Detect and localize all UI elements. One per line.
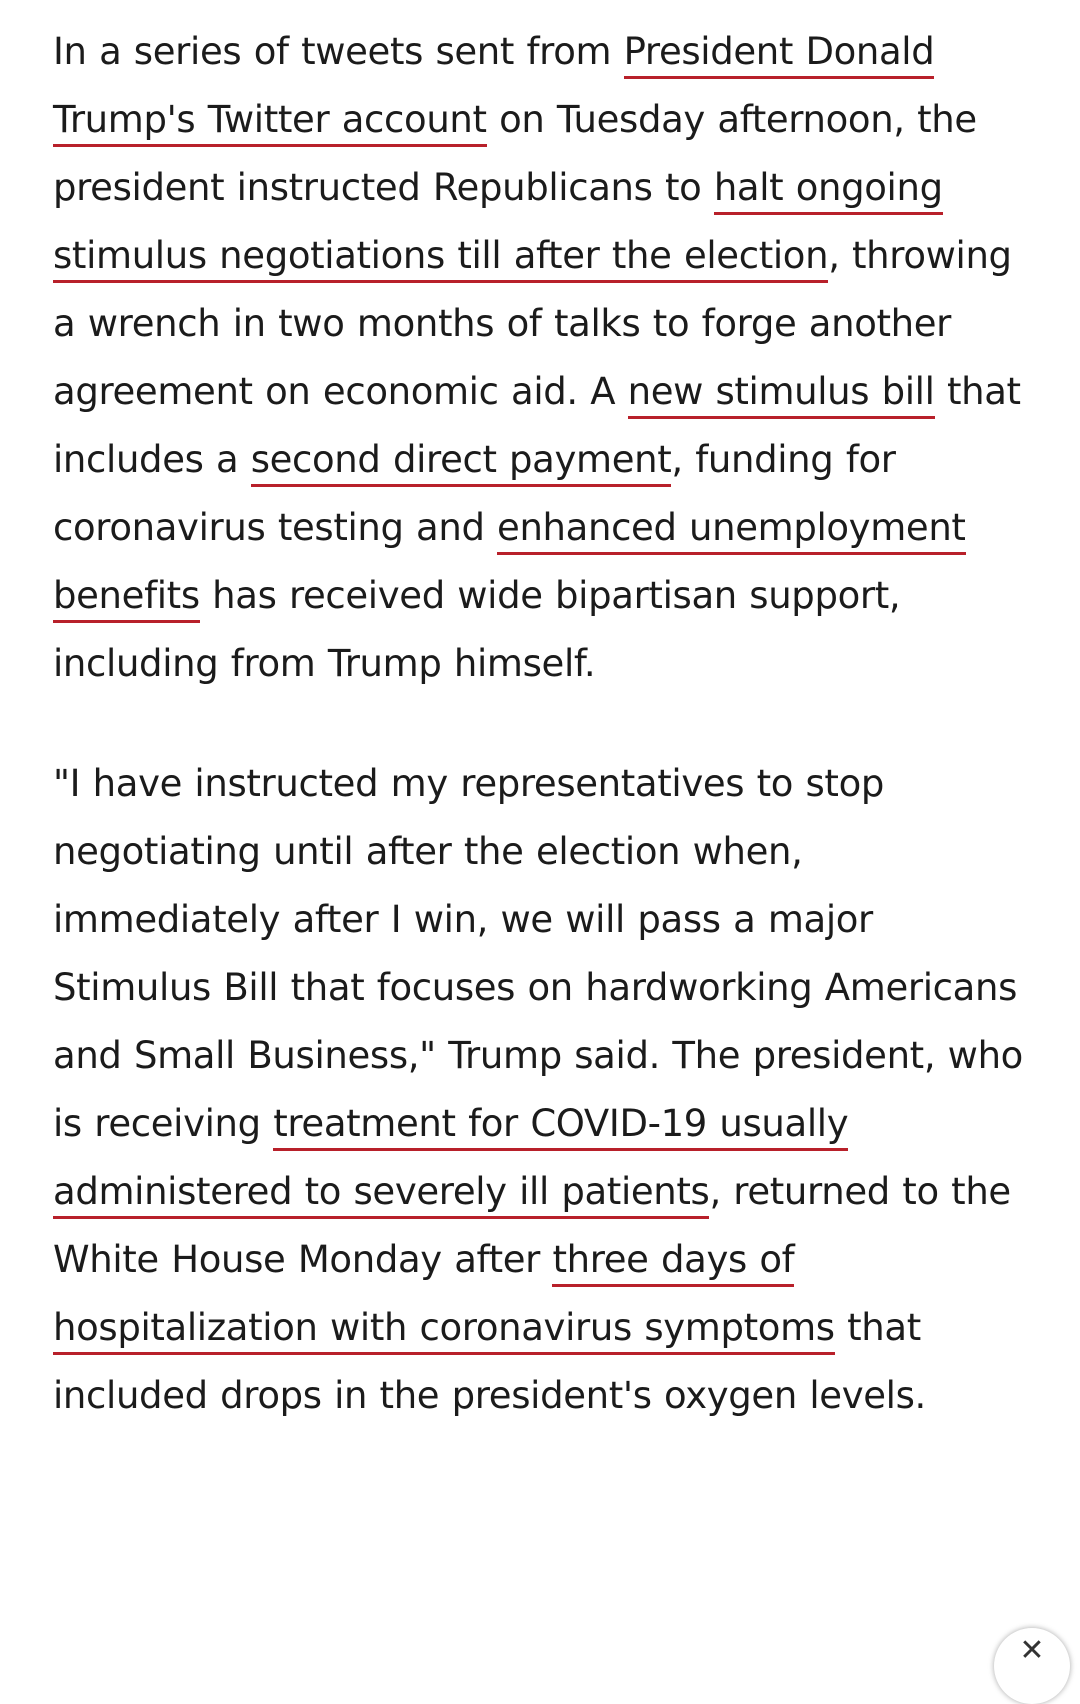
link-enhanced-unemployment-benefits[interactable]: enhanced unemployment benefits [53,506,966,623]
article-paragraph-2 [53,750,1038,1430]
paragraph-text: has received wide bipartisan support, including from Trump himself. [53,574,901,685]
paragraph-text: "I have instructed my representatives to stop negotiating until after the election when, immediately after I win, we will pass a major Stimulus Bill that focuses on hardworking Americans and Small Business," Trump said. The president, who is receiving [53,762,1023,1145]
article-paragraph-1 [53,18,1038,698]
link-hospitalization-symptoms[interactable]: three days of hospitalization with coronavirus symptoms [53,1238,835,1355]
link-second-direct-payment[interactable]: second direct payment [251,438,672,487]
article-body [53,18,1038,1430]
link-covid-treatment[interactable]: treatment for COVID-19 usually administered to severely ill patients [53,1102,848,1219]
paragraph-text: , returned to the White House Monday after [53,1170,1011,1281]
chevron-down-icon: ✕ [1019,1633,1045,1668]
paragraph-text: In a series of tweets sent from [53,30,624,73]
link-new-stimulus-bill[interactable]: new stimulus bill [628,370,935,419]
link-halt-stimulus-negotiations[interactable]: halt ongoing stimulus negotiations till after the election [53,166,943,283]
paragraph-text: that includes a [53,370,1021,481]
scroll-down-button[interactable] [994,1628,1070,1704]
paragraph-text: that included drops in the president's oxygen levels. [53,1306,926,1417]
link-trump-twitter-account[interactable]: President Donald Trump's Twitter account [53,30,934,147]
paragraph-text: , funding for coronavirus testing and [53,438,896,549]
paragraph-text: , throwing a wrench in two months of talks to forge another agreement on economic aid. A [53,234,1012,413]
paragraph-text: on Tuesday afternoon, the president instructed Republicans to [53,98,977,209]
